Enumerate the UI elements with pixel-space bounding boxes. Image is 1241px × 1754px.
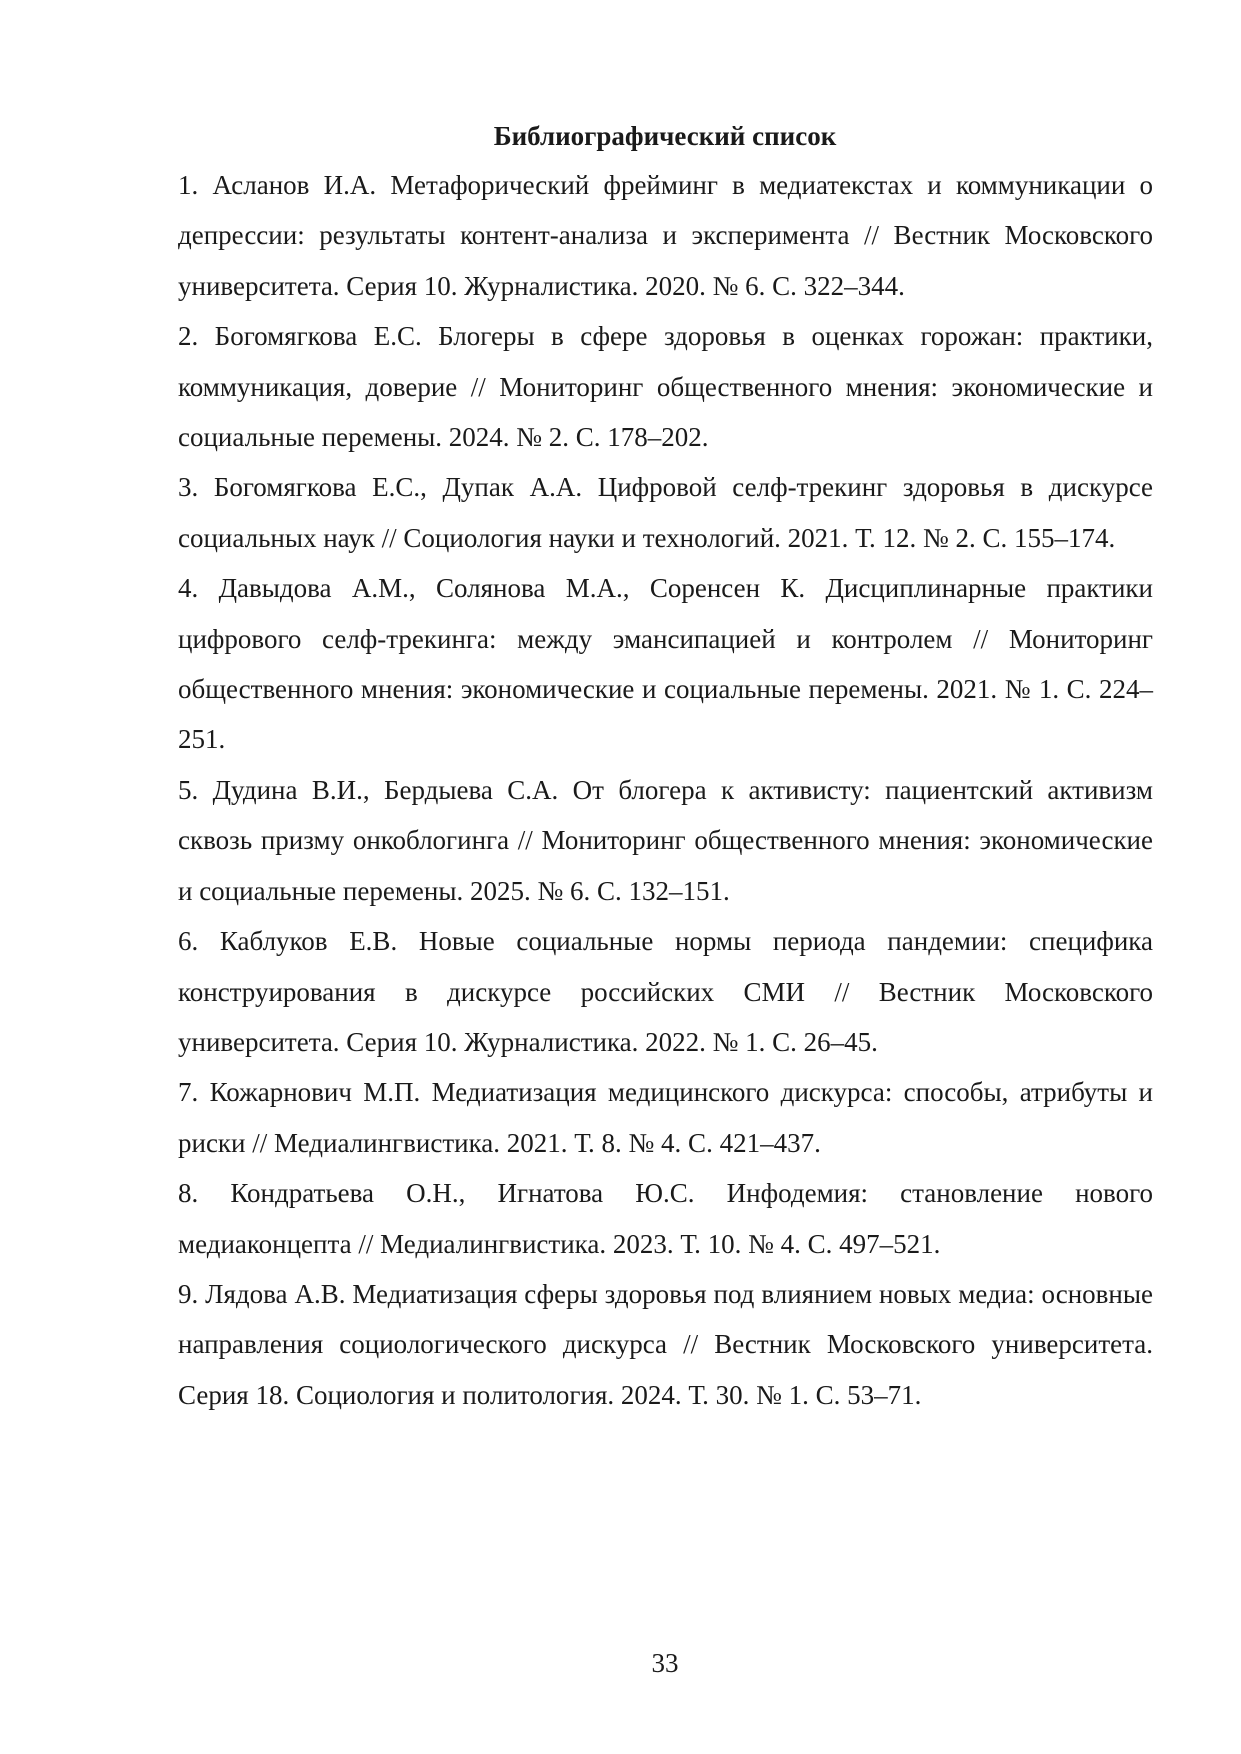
- reference-item: 3. Богомягкова Е.С., Дупак А.А. Цифровой селф-трекинг здоровья в дискурсе социальных наук // Социология науки и технологий. 2021. Т. 12. № 2. С. 155–174.: [178, 472, 1153, 553]
- reference-item: 7. Кожарнович М.П. Медиатизация медицинского дискурса: способы, атрибуты и риски // Медиалингвистика. 2021. Т. 8. № 4. С. 421–437.: [178, 1077, 1153, 1158]
- reference-item: 8. Кондратьева О.Н., Игнатова Ю.С. Инфодемия: становление нового медиаконцепта // Медиалингвистика. 2023. Т. 10. № 4. С. 497–521.: [178, 1178, 1153, 1259]
- reference-item: 5. Дудина В.И., Бердыева С.А. От блогера к активисту: пациентский активизм сквозь призму онкоблогинга // Мониторинг общественного мнения: экономические и социальные перемены. 2025. № 6. С. 132–151.: [178, 774, 1153, 906]
- bibliography-list: [178, 160, 1153, 1420]
- reference-item: 6. Каблуков Е.В. Новые социальные нормы периода пандемии: специфика конструирования в дискурсе российских СМИ // Вестник Московского университета. Серия 10. Журналистика. 2022. № 1. С. 26–45.: [178, 926, 1153, 1057]
- page-number: 33: [651, 1648, 679, 1678]
- page-title: Библиографический список: [493, 121, 837, 151]
- reference-item: 1. Асланов И.А. Метафорический фрейминг в медиатекстах и коммуникации о депрессии: результаты контент-анализа и эксперимента // Вестник Московского университета. Серия 10. Журналистика. 2020. № 6. С. 322–344.: [178, 170, 1153, 301]
- reference-item: 9. Лядова А.В. Медиатизация сферы здоровья под влиянием новых медиа: основные направления социологического дискурса // Вестник Московского университета. Серия 18. Социология и политология. 2024. Т. 30. № 1. С. 53–71.: [178, 1278, 1153, 1410]
- reference-item: 4. Давыдова А.М., Солянова М.А., Соренсен К. Дисциплинарные практики цифрового селф-трекинга: между эмансипацией и контролем // Мониторинг общественного мнения: экономические и социальные перемены. 2021. № 1. С. 224–251.: [178, 573, 1153, 755]
- reference-item: 2. Богомягкова Е.С. Блогеры в сфере здоровья в оценках горожан: практики, коммуникация, доверие // Мониторинг общественного мнения: экономические и социальные перемены. 2024. № 2. С. 178–202.: [178, 321, 1153, 453]
